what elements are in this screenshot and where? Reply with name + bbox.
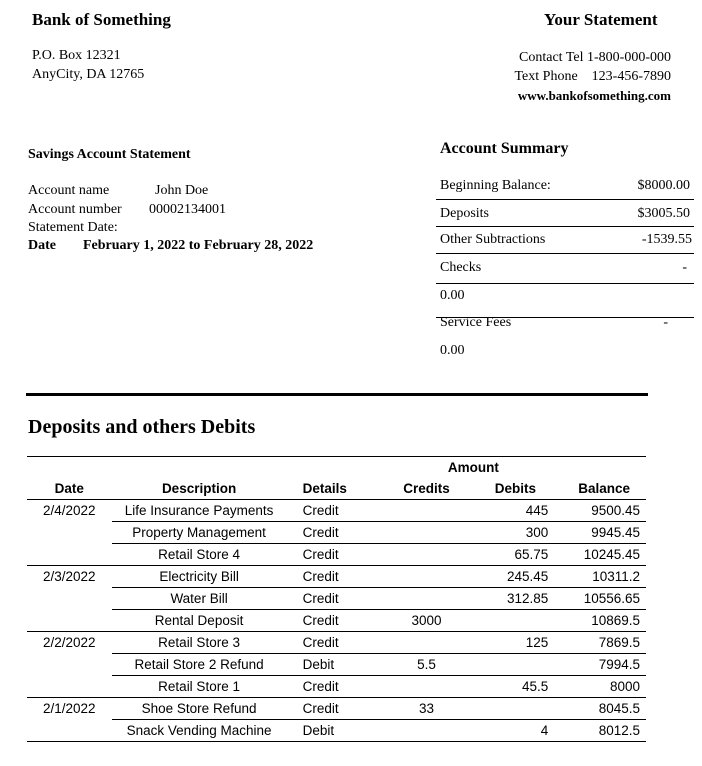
row-date: 2/2/2022: [27, 632, 112, 654]
row-debits: [468, 698, 562, 720]
row-description: Retail Store 1: [112, 676, 287, 698]
checks-label: Checks: [440, 260, 482, 275]
row-debits: 245.45: [468, 566, 562, 588]
row-date: 2/1/2022: [27, 698, 112, 720]
table-row: [27, 610, 646, 632]
bank-name: Bank of Something: [32, 10, 171, 29]
column-header-debits: Debits: [494, 481, 536, 496]
column-header-description: Description: [161, 481, 237, 496]
row-details: Credit: [287, 698, 385, 720]
row-details: Credit: [287, 588, 385, 610]
account-number-label: Account number: [28, 202, 122, 217]
date-label: Date: [28, 238, 56, 253]
checks-value: 0.00: [440, 288, 465, 303]
row-credits: 3000: [385, 610, 469, 632]
table-row: [27, 522, 646, 544]
row-description: Retail Store 3: [112, 632, 287, 654]
row-description: Water Bill: [112, 588, 287, 610]
other-subtractions-value: -1539.55: [641, 232, 692, 247]
row-credits: [385, 632, 469, 654]
table-row: [27, 654, 646, 676]
row-details: Credit: [287, 676, 385, 698]
row-balance: 9500.45: [562, 500, 646, 522]
row-balance: 10869.5: [562, 610, 646, 632]
account-summary-title: Account Summary: [440, 140, 569, 157]
row-date: 2/3/2022: [27, 566, 112, 588]
row-details: Credit: [287, 522, 385, 544]
row-description: Retail Store 4: [112, 544, 287, 566]
table-row: [27, 632, 646, 654]
row-credits: [385, 720, 469, 742]
account-type-title: Savings Account Statement: [28, 147, 191, 162]
row-credits: [385, 500, 469, 522]
account-name-value: John Doe: [155, 183, 209, 198]
row-description: Shoe Store Refund: [112, 698, 287, 720]
row-credits: [385, 544, 469, 566]
summary-divider: [436, 226, 694, 227]
statement-date-label: Statement Date:: [28, 220, 118, 235]
row-balance: 8000: [562, 676, 646, 698]
row-balance: 10245.45: [562, 544, 646, 566]
row-details: Credit: [287, 544, 385, 566]
service-fees-value: 0.00: [440, 343, 465, 358]
beginning-balance-value: $8000.00: [637, 178, 690, 193]
row-credits: [385, 588, 469, 610]
row-debits: 65.75: [468, 544, 562, 566]
bank-website-link[interactable]: www.bankofsomething.com: [517, 88, 671, 103]
row-date: 2/4/2022: [27, 500, 112, 522]
table-row: [27, 500, 646, 522]
row-details: Debit: [287, 654, 385, 676]
row-description: Retail Store 2 Refund: [112, 654, 287, 676]
row-date: [27, 544, 112, 566]
beginning-balance-label: Beginning Balance:: [440, 178, 551, 193]
summary-divider: [436, 253, 694, 254]
row-balance: 10556.65: [562, 588, 646, 610]
table-row: [27, 676, 646, 698]
statement-date-range: February 1, 2022 to February 28, 2022: [83, 238, 314, 253]
row-details: Credit: [287, 632, 385, 654]
transactions-section-title: Deposits and others Debits: [28, 416, 256, 438]
row-balance: 7994.5: [562, 654, 646, 676]
column-header-balance: Balance: [578, 481, 631, 496]
amount-header: Amount: [385, 457, 563, 479]
table-row: [27, 566, 646, 588]
column-header-date: Date: [54, 481, 84, 496]
section-divider: [26, 393, 648, 396]
other-subtractions-label: Other Subtractions: [440, 232, 546, 247]
table-header-group-row: [27, 457, 646, 479]
row-debits: 125: [468, 632, 562, 654]
table-row: [27, 588, 646, 610]
row-debits: [468, 610, 562, 632]
row-details: Credit: [287, 610, 385, 632]
bank-address-line1: P.O. Box 12321: [32, 48, 121, 63]
row-debits: 300: [468, 522, 562, 544]
summary-divider: [436, 283, 694, 284]
deposits-value: $3005.50: [637, 206, 690, 221]
row-date: [27, 522, 112, 544]
text-phone: Text Phone 123-456-7890: [514, 69, 671, 84]
row-balance: 8012.5: [562, 720, 646, 742]
contact-tel: Contact Tel 1-800-000-000: [519, 50, 671, 65]
deposits-label: Deposits: [440, 206, 489, 221]
service-fees-dash: -: [663, 315, 668, 330]
account-number-value: 00002134001: [149, 202, 226, 217]
row-details: Credit: [287, 500, 385, 522]
row-debits: 445: [468, 500, 562, 522]
row-credits: 33: [385, 698, 469, 720]
bank-address-line2: AnyCity, DA 12765: [32, 67, 145, 82]
transactions-table: [27, 456, 646, 742]
row-credits: [385, 676, 469, 698]
column-header-credits: Credits: [403, 481, 450, 496]
row-balance: 7869.5: [562, 632, 646, 654]
row-credits: 5.5: [385, 654, 469, 676]
row-credits: [385, 522, 469, 544]
table-row: [27, 720, 646, 742]
row-balance: 9945.45: [562, 522, 646, 544]
row-debits: 312.85: [468, 588, 562, 610]
table-row: [27, 544, 646, 566]
row-description: Electricity Bill: [112, 566, 287, 588]
summary-divider: [436, 199, 694, 200]
row-description: Rental Deposit: [112, 610, 287, 632]
statement-title: Your Statement: [544, 10, 658, 29]
row-details: Debit: [287, 720, 385, 742]
row-debits: 4: [468, 720, 562, 742]
row-date: [27, 720, 112, 742]
row-credits: [385, 566, 469, 588]
row-date: [27, 610, 112, 632]
row-debits: 45.5: [468, 676, 562, 698]
account-name-label: Account name: [28, 183, 110, 198]
column-header-details: Details: [302, 481, 347, 496]
row-balance: 10311.2: [562, 566, 646, 588]
row-date: [27, 654, 112, 676]
row-details: Credit: [287, 566, 385, 588]
service-fees-label: Service Fees: [440, 315, 512, 330]
checks-dash: -: [682, 260, 687, 275]
row-debits: [468, 654, 562, 676]
table-header-row: [27, 478, 646, 500]
row-date: [27, 588, 112, 610]
row-balance: 8045.5: [562, 698, 646, 720]
row-description: Snack Vending Machine: [112, 720, 287, 742]
row-date: [27, 676, 112, 698]
contact-block: [514, 48, 671, 105]
row-description: Property Management: [112, 522, 287, 544]
row-description: Life Insurance Payments: [112, 500, 287, 522]
table-row: [27, 698, 646, 720]
